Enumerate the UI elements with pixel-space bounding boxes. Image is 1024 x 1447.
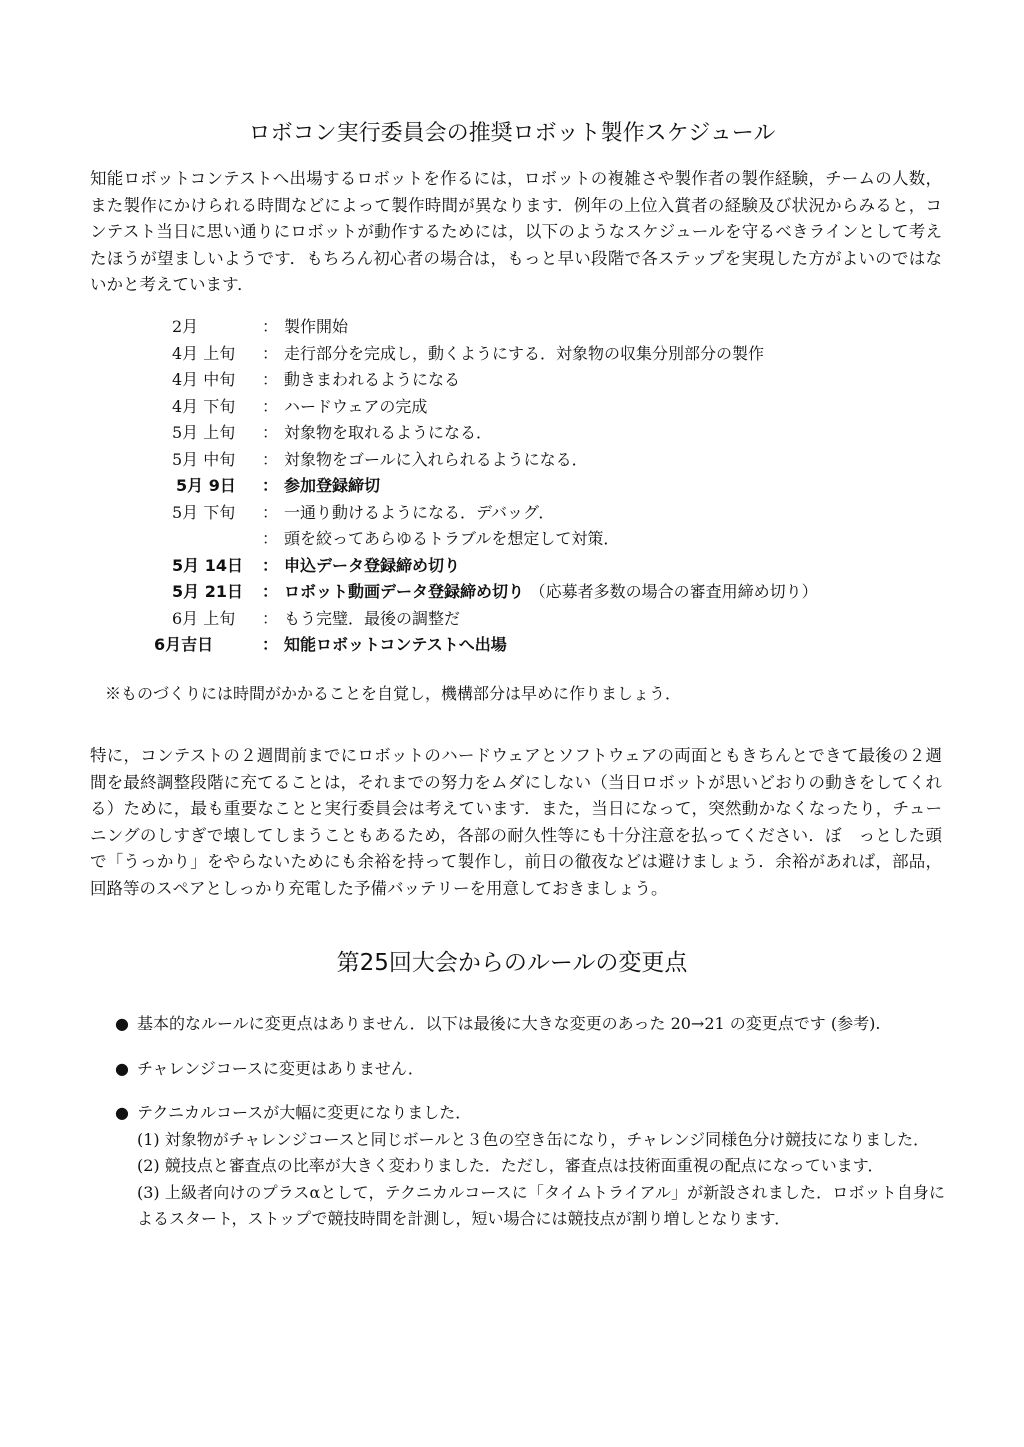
schedule-list xyxy=(150,314,950,659)
schedule-date: 5月 下旬 xyxy=(172,502,236,522)
schedule-text: 走行部分を完成し，動くようにする．対象物の収集分別部分の製作 xyxy=(284,343,765,363)
schedule-date: 5月 中旬 xyxy=(172,449,236,469)
list-item: ● チャレンジコースに変更はありません． xyxy=(115,1056,945,1083)
sub-item: (3) 上級者向けのプラスαとして，テクニカルコースに「タイムトライアル」が新設されました．ロボット自身によるスタート，ストップで競技時間を計測し，短い場合には競技点が割り増しとなります． xyxy=(137,1182,945,1228)
schedule-date: 6月吉日 xyxy=(154,635,214,654)
body-paragraph: 特に，コンテストの２週間前までにロボットのハードウェアとソフトウェアの両面ともきちんとできて最後の２週間を最終調整段階に充てることは，それまでの努力をムダにしない（当日ロボットが思いどおりの動きをしてくれる）ために，最も重要なことと実行委員会は考えています．また，当日になって，突然動かなくなったり，チューニングのしすぎで壊してしまうこともあるため，各部の耐久性等にも十分注意を払ってください．ぼ っとした頭で「うっかり」をやらないためにも余裕を持って製作し，前日の徹夜などは避けましょう．余裕があれば，部品，回路等のスペアとしっかり充電した予備バッテリーを用意しておきましょう。 xyxy=(90,746,942,898)
schedule-date: 5月 9日 xyxy=(176,476,236,495)
schedule-text: ハードウェアの完成 xyxy=(284,396,428,416)
bullet-icon: ● xyxy=(115,1103,129,1122)
schedule-text: 頭を絞ってあらゆるトラブルを想定して対策． xyxy=(284,529,620,548)
schedule-text: もう完璧．最後の調整だ xyxy=(284,608,461,628)
schedule-text: 知能ロボットコンテストへ出場 xyxy=(284,635,507,654)
schedule-text: 申込データ登録締め切り xyxy=(284,555,461,575)
schedule-row-deadline: 5月 14日 ： 申込データ登録締め切り xyxy=(150,553,950,580)
schedule-date: 4月 上旬 xyxy=(172,343,236,363)
sub-item: (1) 対象物がチャレンジコースと同じボールと３色の空き缶になり，チャレンジ同様色分け競技になりました． xyxy=(137,1129,930,1149)
schedule-text: 対象物をゴールに入れられるようになる． xyxy=(284,449,588,469)
bullet-icon: ● xyxy=(115,1058,129,1078)
list-item: ● テクニカルコースが大幅に変更になりました． (1) 対象物がチャレンジコースと同じボールと３色の空き缶になり，チャレンジ同様色分け競技になりました． (2) 競技点と審査点の比率が大きく変わりました．ただし，審査点は技術面重視の配点になっています． (3) 上級者向けのプラスαとして，テクニカルコースに「タイムトライアル」が新設されました．ロボット自身によるスタート，ストップで競技時間を計測し，短い場合には競技点が割り増しとなります． xyxy=(115,1100,945,1233)
schedule-row: 4月 下旬 ： ハードウェアの完成 xyxy=(150,394,950,421)
note-text: ※ものづくりには時間がかかることを自覚し，機構部分は早めに作りましょう． xyxy=(105,684,682,703)
schedule-row-deadline: 5月 9日 ： 参加登録締切 xyxy=(150,473,950,500)
schedule-row: 4月 上旬 ： 走行部分を完成し，動くようにする．対象物の収集分別部分の製作 xyxy=(150,341,950,368)
schedule-row: 5月 下旬 ： 一通り動けるようになる．デバッグ． xyxy=(150,500,950,527)
schedule-text: 対象物を取れるようになる． xyxy=(284,423,493,442)
schedule-row: ： 頭を絞ってあらゆるトラブルを想定して対策． xyxy=(150,526,950,553)
schedule-row: 5月 上旬 ： 対象物を取れるようになる． xyxy=(150,420,950,447)
sub-item: (2) 競技点と審査点の比率が大きく変わりました．ただし，審査点は技術面重視の配点になっています． xyxy=(137,1156,884,1175)
schedule-row: 4月 中旬 ： 動きまわれるようになる xyxy=(150,367,950,394)
schedule-row-final: 6月吉日 ： 知能ロボットコンテストへ出場 xyxy=(150,632,950,659)
intro-paragraph: 知能ロボットコンテストへ出場するロボットを作るには，ロボットの複雑さや製作者の製作経験，チームの人数，また製作にかけられる時間などによって製作時間が異なります．例年の上位入賞者の経験及び状況からみると，コンテスト当日に思い通りにロボットが動作するためには，以下のようなスケジュールを守るべきラインとして考えたほうが望ましいようです．もちろん初心者の場合は，もっと早い段階で各ステップを実現した方がよいのではないかと考えています． xyxy=(90,169,942,294)
schedule-date: 6月 上旬 xyxy=(172,608,236,628)
schedule-text: ロボット動画データ登録締め切り （応募者多数の場合の審査用締め切り） xyxy=(284,582,818,601)
schedule-date: 5月 21日 xyxy=(172,582,243,601)
schedule-date: 5月 上旬 xyxy=(172,423,236,442)
list-item: ● 基本的なルールに変更点はありません．以下は最後に大きな変更のあった 20→21 の変更点です (参考). xyxy=(115,1011,945,1038)
schedule-row: 5月 中旬 ： 対象物をゴールに入れられるようになる． xyxy=(150,447,950,474)
schedule-date: 4月 中旬 xyxy=(172,370,236,389)
rules-list xyxy=(115,1011,945,1251)
schedule-date: 4月 下旬 xyxy=(172,396,236,416)
schedule-date: 5月 14日 xyxy=(172,555,243,575)
schedule-date: 2月 xyxy=(172,317,199,336)
schedule-row: 2月 ： 製作開始 xyxy=(150,314,950,341)
schedule-note: （応募者多数の場合の審査用締め切り） xyxy=(529,582,818,601)
schedule-text: 動きまわれるようになる xyxy=(284,370,461,389)
schedule-text: 製作開始 xyxy=(284,317,349,336)
bullet-icon: ● xyxy=(115,1014,129,1033)
schedule-text: 一通り動けるようになる．デバッグ． xyxy=(284,502,555,522)
schedule-text: 参加登録締切 xyxy=(284,476,381,495)
schedule-row-deadline: 5月 21日 ： ロボット動画データ登録締め切り （応募者多数の場合の審査用締め切り） xyxy=(150,579,950,606)
schedule-row: 6月 上旬 ： もう完璧．最後の調整だ xyxy=(150,606,950,633)
schedule-title: ロボコン実行委員会の推奨ロボット製作スケジュール xyxy=(248,121,776,146)
rules-title: 第25回大会からのルールの変更点 xyxy=(336,950,688,976)
